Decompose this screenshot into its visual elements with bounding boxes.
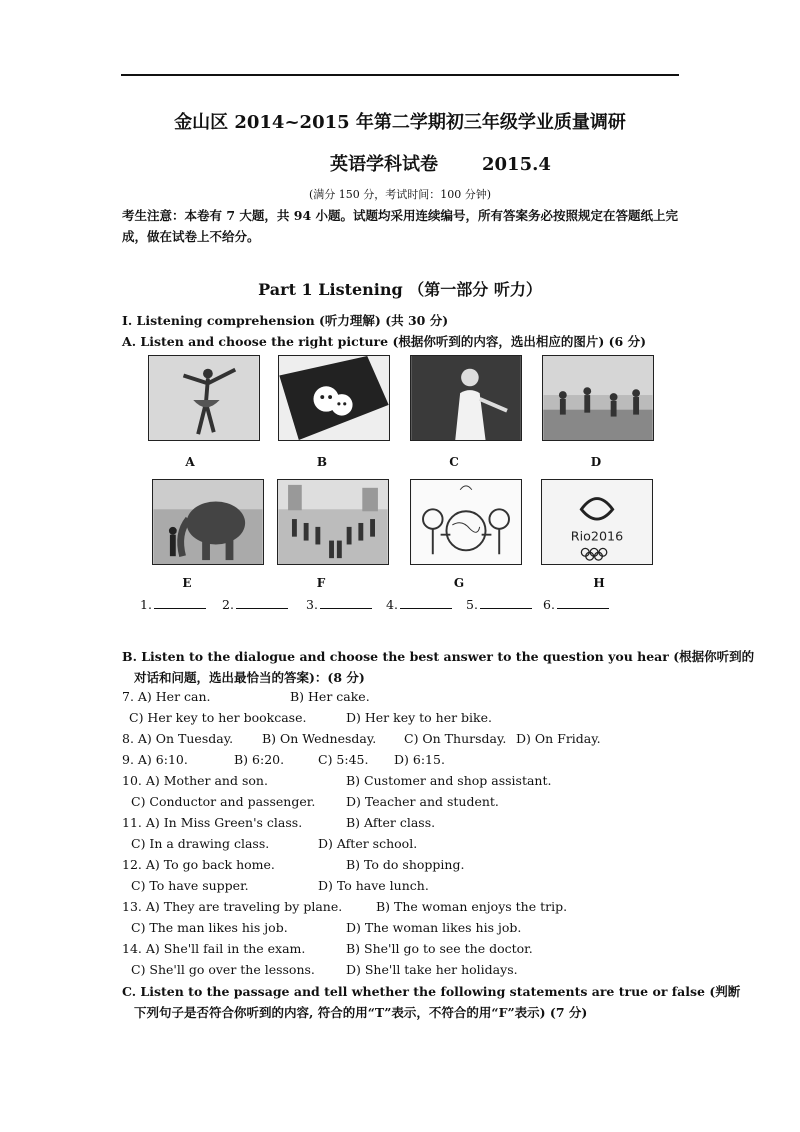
q13-option-d: D) The woman likes his job. [346,920,522,935]
q14-option-a: 14. A) She'll fail in the exam. [122,941,306,956]
picture-label-g: G [453,576,465,590]
q13-option-a: 13. A) They are traveling by plane. [122,899,343,914]
q13-option-b: B) The woman enjoys the trip. [376,899,568,914]
header-rule [121,74,679,76]
q12-option-c: C) To have supper. [131,878,249,893]
q12-option-a: 12. A) To go back home. [122,857,275,872]
picture-label-e: E [182,576,192,590]
q9-option-d: D) 6:15. [394,752,445,767]
q10-option-c: C) Conductor and passenger. [131,794,316,809]
answer-blank-6[interactable]: 6. [543,596,609,612]
q14-option-b: B) She'll go to see the doctor. [346,941,533,956]
exam-title: 金山区 2014~2015 年第二学期初三年级学业质量调研 [174,112,626,133]
q12-option-b: B) To do shopping. [346,857,465,872]
q9-option-a: 9. A) 6:10. [122,752,188,767]
picture-label-a: A [185,455,195,469]
answer-blank-2[interactable]: 2. [222,596,288,612]
q9-option-c: C) 5:45. [318,752,369,767]
section-heading: I. Listening comprehension (听力理解) (共 30 分) [122,313,449,328]
exam-subject [330,150,551,176]
q12-option-d: D) To have lunch. [318,878,429,893]
section-b-heading: B. Listen to the dialogue and choose the best answer to the question you hear (根据你听到的 [122,649,755,664]
picture-label-b: B [316,455,328,469]
q13-option-c: C) The man likes his job. [131,920,288,935]
part-title: Part 1 Listening （第一部分 听力） [258,280,542,299]
section-c-heading-cont: 下列句子是否符合你听到的内容, 符合的用“T”表示，不符合的用“F”表示) (7 分) [134,1005,588,1020]
q11-option-b: B) After class. [346,815,436,830]
picture-label-h: H [593,576,605,590]
square-dancing-photo [277,479,389,565]
earth-children-drawing [410,479,522,565]
section-b-heading-cont: 对话和问题，选出最恰当的答案)：(8 分) [134,670,365,685]
q8-option-d: D) On Friday. [516,731,601,746]
q11-option-d: D) After school. [318,836,418,851]
exam-notice: 考生注意：本卷有 7 大题，共 94 小题。试题均采用连续编号，所有答案务必按照规定在答题纸上完成，做在试卷上不给分。 [122,208,679,244]
subject-name: 英语学科试卷 [330,154,438,175]
q9-option-b: B) 6:20. [234,752,285,767]
q7-option-d: D) Her key to her bike. [346,710,492,725]
q7-option-c: C) Her key to her bookcase. [129,710,307,725]
teacher-blackboard-photo [410,355,522,441]
ballerina-photo [148,355,260,441]
section-a-heading: A. Listen and choose the right picture (根据你听到的内容，选出相应的图片) (6 分) [122,334,647,349]
q14-option-c: C) She'll go over the lessons. [131,962,315,977]
basketball-players-photo [542,355,654,441]
rio-2016-logo [541,479,653,565]
section-c-heading: C. Listen to the passage and tell whether the following statements are true or false (判断 [122,984,741,999]
q8-option-b: B) On Wednesday. [262,731,377,746]
q10-option-d: D) Teacher and student. [346,794,499,809]
answer-blank-5[interactable]: 5. [466,596,532,612]
q11-option-c: C) In a drawing class. [131,836,270,851]
q7-option-b: B) Her cake. [290,689,370,704]
exam-date: 2015.4 [482,154,551,175]
q8-option-a: 8. A) On Tuesday. [122,731,234,746]
answer-blank-3[interactable]: 3. [306,596,372,612]
wechat-logo-photo [278,355,390,441]
elephant-photo [152,479,264,565]
picture-label-f: F [316,576,326,590]
picture-label-c: C [449,455,459,469]
answer-blank-4[interactable]: 4. [386,596,452,612]
svg-text:Rio2016: Rio2016 [570,528,624,544]
answer-blank-1[interactable]: 1. [140,596,206,612]
q14-option-d: D) She'll take her holidays. [346,962,518,977]
q7-option-a: 7. A) Her can. [122,689,211,704]
q10-option-b: B) Customer and shop assistant. [346,773,552,788]
q11-option-a: 11. A) In Miss Green's class. [122,815,303,830]
q8-option-c: C) On Thursday. [404,731,507,746]
picture-label-d: D [590,455,602,469]
exam-meta: (满分 150 分，考试时间：100 分钟) [308,188,492,201]
q10-option-a: 10. A) Mother and son. [122,773,268,788]
